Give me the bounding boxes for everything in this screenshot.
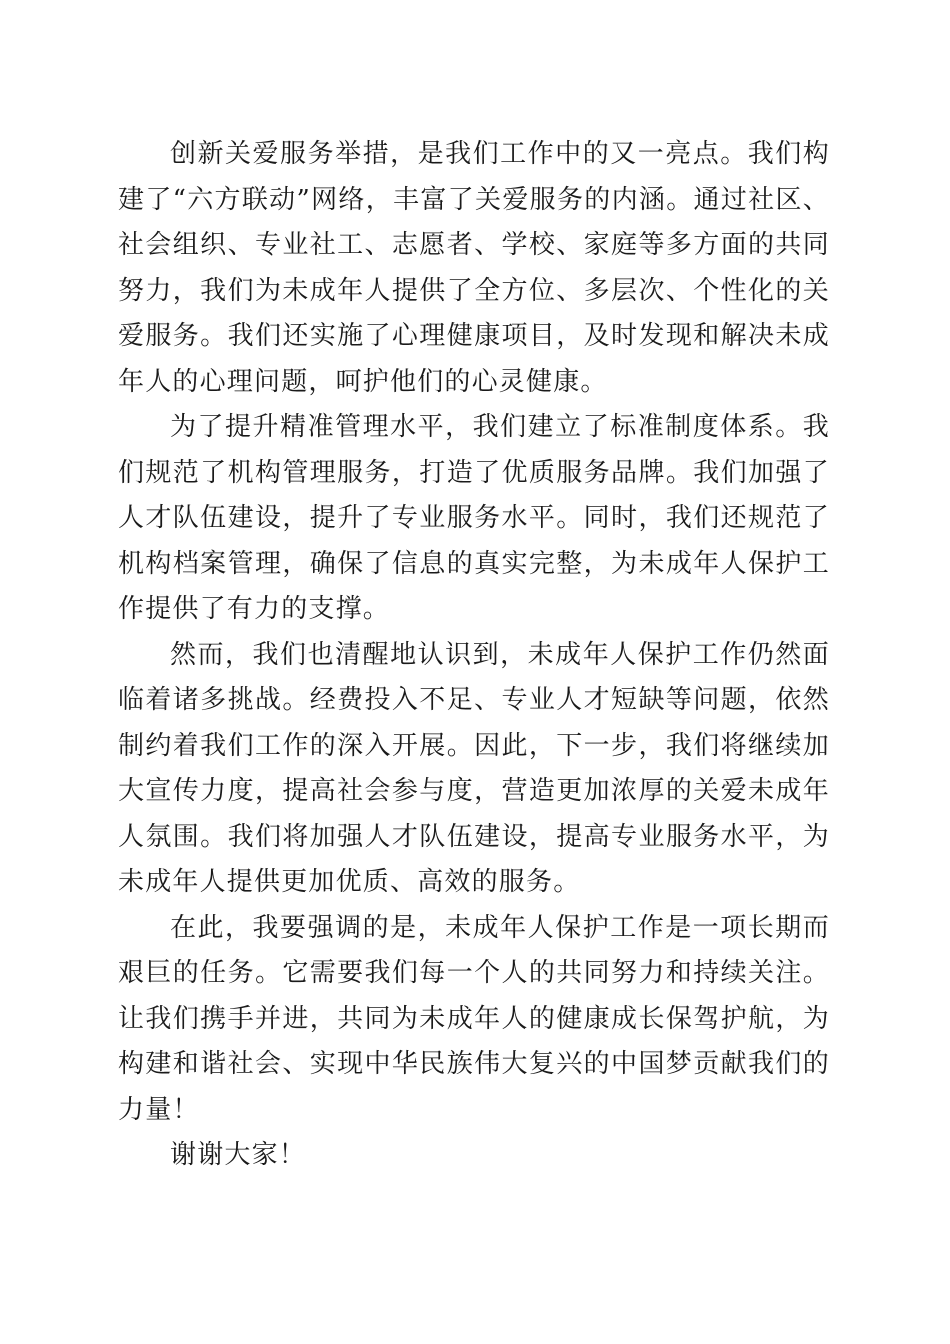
paragraph-emphasis: 在此，我要强调的是，未成年人保护工作是一项长期而艰巨的任务。它需要我们每一个人的共同努力和持续关注。让我们携手并进，共同为未成年人的健康成长保驾护航，为构建和谐社会、实现中华民族伟大复兴的中国梦贡献我们的力量！: [118, 912, 830, 1125]
document-body: [118, 132, 830, 1179]
paragraph-thanks: 谢谢大家！: [170, 1140, 307, 1170]
paragraph-management: 为了提升精准管理水平，我们建立了标准制度体系。我们规范了机构管理服务，打造了优质服务品牌。我们加强了人才队伍建设，提升了专业服务水平。同时，我们还规范了机构档案管理，确保了信息的真实完整，为未成年人保护工作提供了有力的支撑。: [118, 412, 830, 624]
paragraph-care-services: 创新关爱服务举措，是我们工作中的又一亮点。我们构建了“六方联动”网络，丰富了关爱服务的内涵。通过社区、社会组织、专业社工、志愿者、学校、家庭等多方面的共同努力，我们为未成年人提供了全方位、多层次、个性化的关爱服务。我们还实施了心理健康项目，及时发现和解决未成年人的心理问题，呵护他们的心灵健康。: [118, 139, 830, 397]
paragraph-challenges: 然而，我们也清醒地认识到，未成年人保护工作仍然面临着诸多挑战。经费投入不足、专业人才短缺等问题，依然制约着我们工作的深入开展。因此，下一步，我们将继续加大宣传力度，提高社会参与度，营造更加浓厚的关爱未成年人氛围。我们将加强人才队伍建设，提高专业服务水平，为未成年人提供更加优质、高效的服务。: [118, 639, 830, 897]
